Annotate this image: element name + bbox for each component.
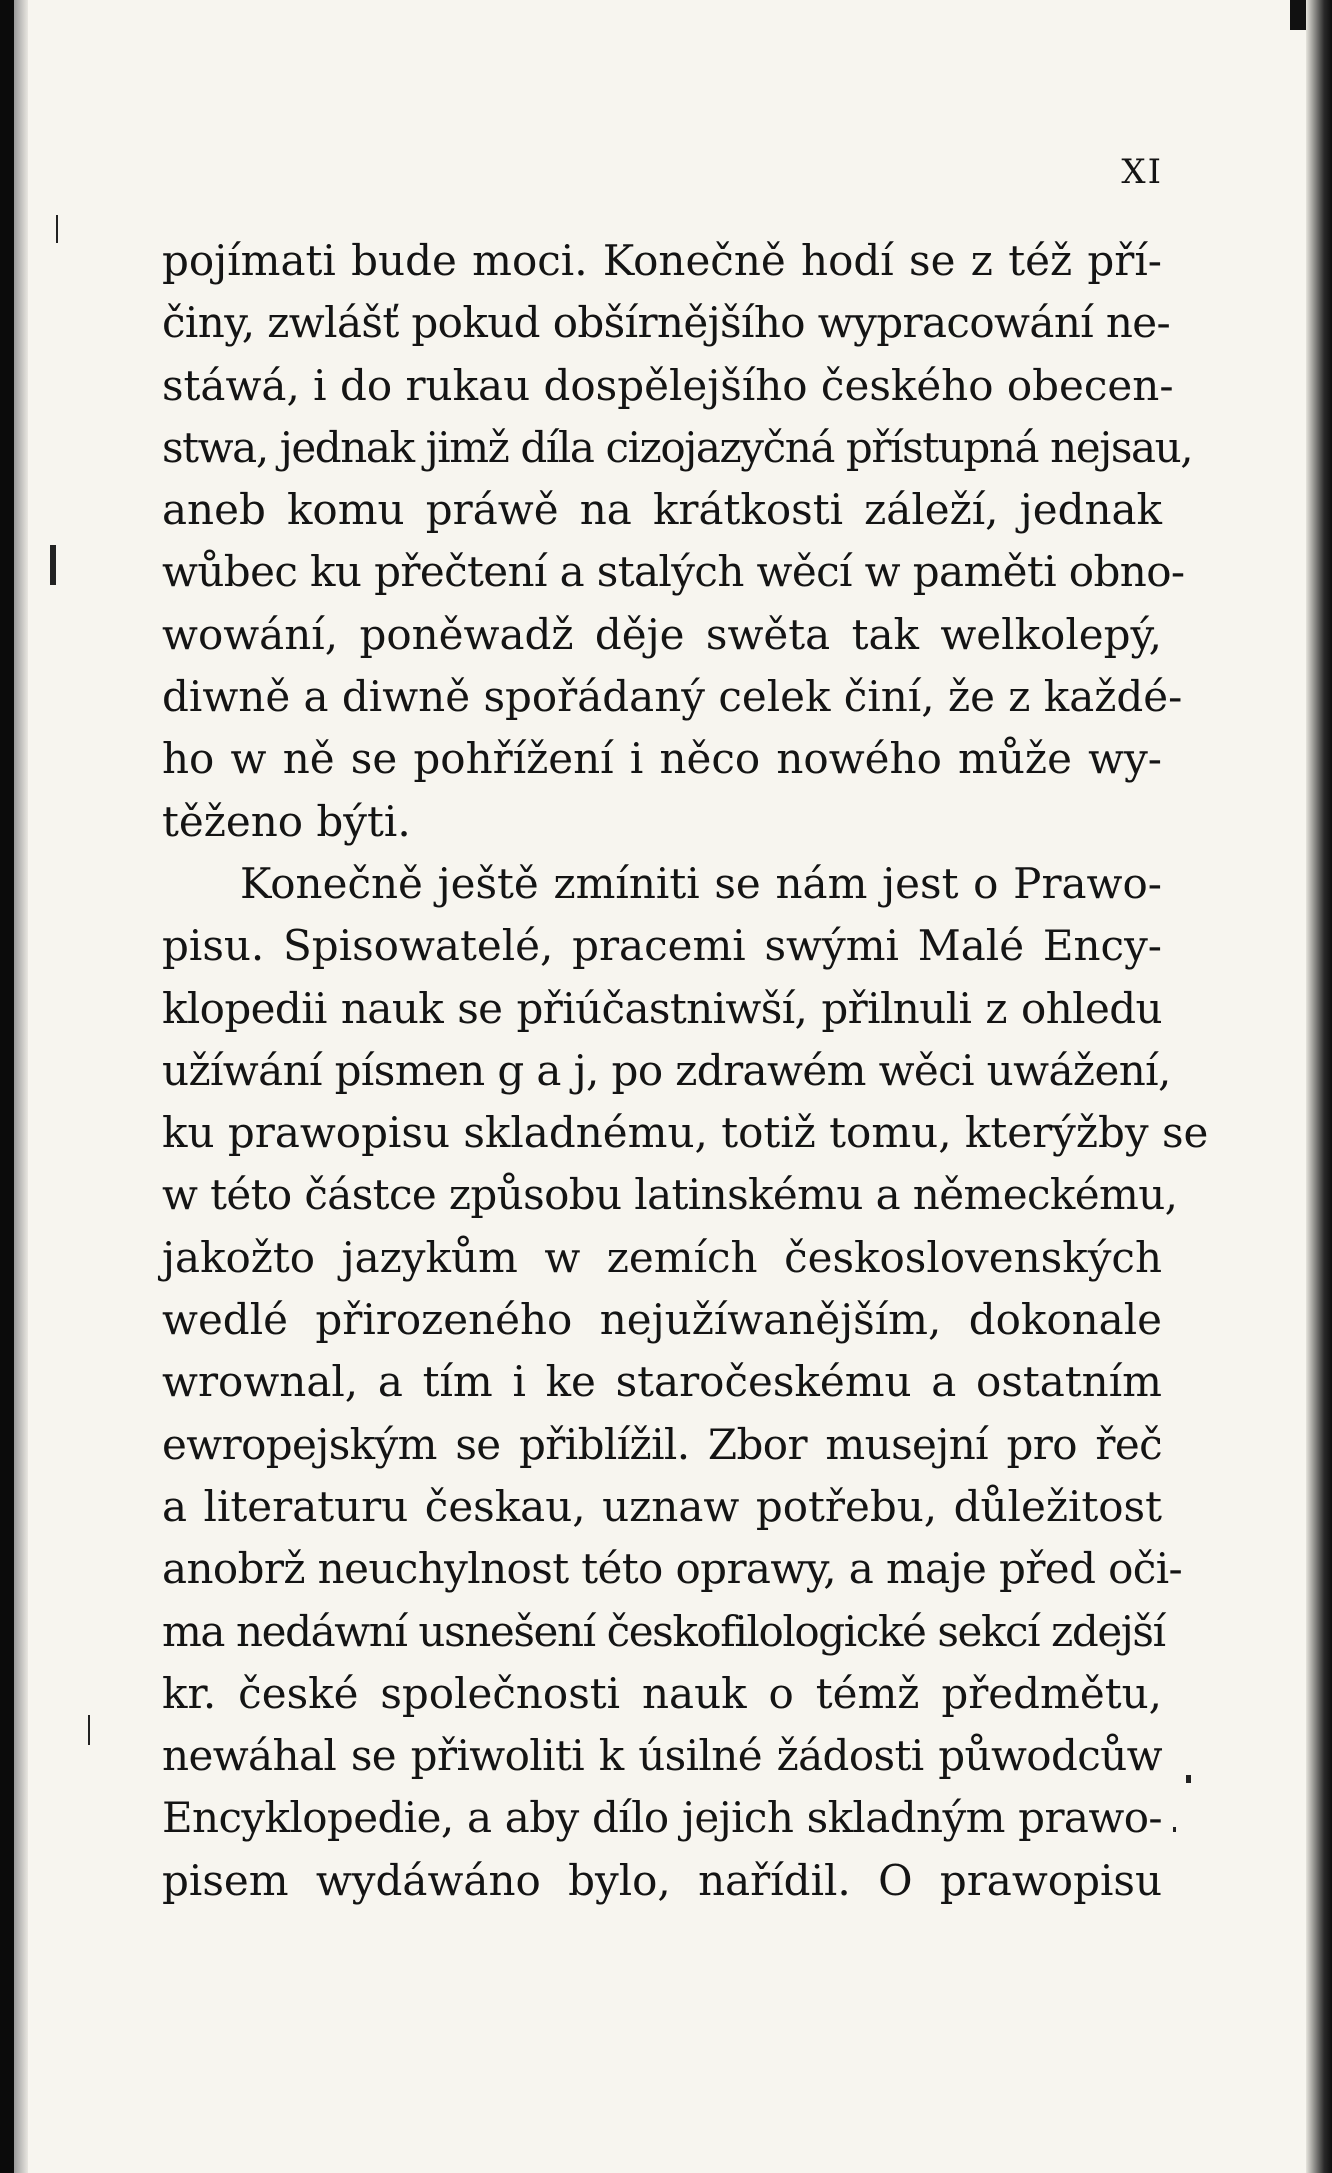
text-line: wowání, poněwadž děje swěta tak welkolepý, <box>162 609 1162 659</box>
text-line: stwa, jednak jimž díla cizojazyčná přístupná nejsau, <box>162 422 1193 472</box>
text-line: jakožto jazykům w zemích československých <box>162 1232 1162 1282</box>
text-line: ku prawopisu skladnému, totiž tomu, kterýžby se <box>162 1108 1209 1158</box>
binding-gutter <box>14 0 28 2173</box>
margin-speck <box>1186 1775 1191 1783</box>
text-line: ma nedáwní usnešení českofilologické sekcí zdejší <box>162 1606 1165 1656</box>
margin-speck <box>88 1715 90 1745</box>
text-line: newáhal se přiwoliti k úsilné žádosti půwodcůw <box>162 1731 1162 1781</box>
right-page-edge <box>1306 0 1332 2173</box>
text-line: užíwání písmen g a j, po zdrawém wěci uwážení, <box>162 1045 1171 1095</box>
text-line: pisu. Spisowatelé, pracemi swými Malé Ency- <box>162 921 1162 971</box>
text-line: kr. české společnosti nauk o témž předmětu, <box>162 1668 1162 1718</box>
text-line: Konečně ještě zmíniti se nám jest o Prawo- <box>240 858 1162 908</box>
body-text <box>162 230 1209 1912</box>
text-line: anobrž neuchylnost této oprawy, a maje před oči- <box>162 1544 1183 1594</box>
text-line: aneb komu práwě na krátkosti záleží, jednak <box>162 485 1162 535</box>
margin-speck <box>56 215 58 243</box>
text-line: diwně a diwně spořádaný celek činí, že z každé- <box>162 672 1183 722</box>
text-line: pisem wydáwáno bylo, nařídil. O prawopisu <box>162 1855 1162 1905</box>
text-line: wrownal, a tím i ke staročeskému a ostatním <box>162 1357 1162 1407</box>
text-line: těženo býti. <box>162 796 411 846</box>
text-line: wůbec ku přečtení a stalých wěcí w paměti obno- <box>162 547 1185 597</box>
binding-shadow <box>0 0 14 2173</box>
text-line: ho w ně se pohřížení i něco nowého může wy- <box>162 734 1162 784</box>
margin-speck <box>50 545 56 585</box>
page-number: XI <box>1121 152 1163 192</box>
text-line: činy, zwlášť pokud obšírnějšího wypracowání ne- <box>162 298 1171 348</box>
text-line: stáwá, i do rukau dospělejšího českého obecen- <box>162 360 1174 410</box>
text-line: wedlé přirozeného nejužíwanějším, dokonale <box>162 1295 1162 1345</box>
text-line: a literaturu českau, uznaw potřebu, důležitost <box>162 1481 1162 1531</box>
text-line: pojímati bude moci. Konečně hodí se z též pří- <box>162 236 1162 285</box>
text-line: klopedii nauk se přiúčastniwší, přilnuli z ohledu <box>162 983 1162 1033</box>
margin-speck <box>1173 1827 1176 1832</box>
text-line: ewropejským se přiblížil. Zbor musejní pro řeč <box>162 1419 1162 1469</box>
text-line: w této částce způsobu latinskému a německému, <box>162 1170 1178 1220</box>
text-line: Encyklopedie, a aby dílo jejich skladným prawo- <box>162 1793 1162 1843</box>
